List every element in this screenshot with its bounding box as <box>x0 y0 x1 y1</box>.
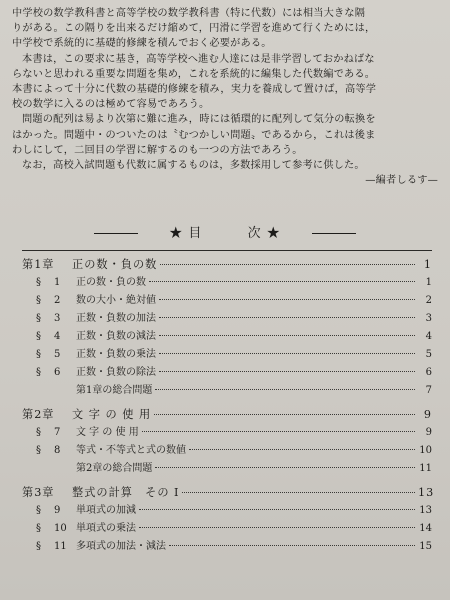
toc-heading <box>0 222 450 241</box>
dot-leader <box>159 335 415 336</box>
chapter-title: 正の数・負の数 <box>72 258 158 271</box>
dot-leader <box>169 545 415 546</box>
section-mark: § <box>36 313 41 324</box>
toc-chapter-row[interactable] <box>22 484 435 502</box>
toc-heading-right: 次 ★ <box>247 226 281 241</box>
toc-divider <box>22 250 432 251</box>
toc-chapter-row[interactable] <box>22 256 432 274</box>
page-number: 7 <box>425 385 432 396</box>
page-number: 6 <box>425 367 432 378</box>
page-number: 5 <box>425 349 432 360</box>
dot-leader <box>159 299 415 300</box>
section-mark: § <box>36 541 41 552</box>
dot-leader <box>139 509 415 510</box>
section-mark: § <box>36 427 41 438</box>
section-number: 6 <box>54 367 61 378</box>
toc-chapter-row[interactable] <box>22 406 432 424</box>
heading-rule-left <box>94 233 138 234</box>
preface-line: 中学校の数学教科書と高等学校の数学教科書（特に代数）には相当大きな隔 <box>12 8 366 19</box>
toc-section-row[interactable] <box>22 274 432 292</box>
section-number: 11 <box>54 541 67 552</box>
page-number: 13 <box>418 486 435 499</box>
preface-line: なお，高校入試問題も代数に属するものは，多数採用して参考に供した。 <box>22 160 365 172</box>
section-mark: § <box>36 523 41 534</box>
page-number: 10 <box>419 445 432 456</box>
section-title: 正数・負数の加法 <box>76 313 156 324</box>
section-number: 9 <box>54 505 61 516</box>
summary-title: 第1章の総合問題 <box>76 385 153 396</box>
section-title: 文 字 の 使 用 <box>76 427 139 438</box>
page-number: 9 <box>425 427 432 438</box>
preface-line: はかった。問題中・のついたのは〝むつかしい問題〟であるから，これは後ま <box>12 129 376 141</box>
dot-leader <box>154 414 415 415</box>
page-number: 4 <box>425 331 432 342</box>
heading-rule-right <box>312 233 356 234</box>
preface-line: 問題の配列は易より次第に難に進み，時には循環的に配列して気分の転換を <box>22 114 376 126</box>
preface <box>12 6 440 188</box>
section-number: 1 <box>54 277 61 288</box>
toc-section-row[interactable] <box>22 424 432 442</box>
section-mark: § <box>36 349 41 360</box>
dot-leader <box>159 353 415 354</box>
dot-leader <box>149 281 415 282</box>
page-number: 13 <box>419 505 432 516</box>
page-number: 1 <box>425 277 432 288</box>
preface-line: りがある。この隔りを出来るだけ縮めて，円滑に学習を進めて行くためには， <box>12 23 376 35</box>
section-number: 10 <box>54 523 67 534</box>
section-number: 5 <box>54 349 61 360</box>
section-number: 3 <box>54 313 61 324</box>
dot-leader <box>160 264 415 265</box>
chapter-number: 第2章 <box>22 408 55 421</box>
page-number: 2 <box>425 295 432 306</box>
section-title: 正数・負数の減法 <box>76 331 156 342</box>
chapter-title: 整式の計算 その I <box>72 486 180 499</box>
dot-leader <box>155 467 415 468</box>
toc-section-row[interactable] <box>22 442 432 460</box>
preface-line: 本書によって十分に代数の基礎的修練を積み，実力を養成して置けば，高等学 <box>12 84 377 96</box>
section-mark: § <box>36 445 41 456</box>
summary-title: 第2章の総合問題 <box>76 463 153 474</box>
dot-leader <box>142 431 415 432</box>
toc-section-row[interactable] <box>22 328 432 346</box>
dot-leader <box>139 527 415 528</box>
section-number: 7 <box>54 427 61 438</box>
section-mark: § <box>36 277 41 288</box>
preface-line: 中学校で系統的に基礎的修練を積んでおく必要がある。 <box>12 38 272 50</box>
dot-leader <box>189 449 415 450</box>
dot-leader <box>159 371 415 372</box>
dot-leader <box>159 317 415 318</box>
section-mark: § <box>36 331 41 342</box>
toc-summary-row[interactable] <box>22 460 432 478</box>
preface-line: わしにして，二回目の学習に解するのも一つの方法であろう。 <box>12 144 303 156</box>
preface-line: 本書は，この要求に基き，高等学校へ進む人達には是非学習しておかねばな <box>22 53 375 65</box>
section-title: 単項式の加減 <box>76 505 136 516</box>
section-title: 正数・負数の除法 <box>76 367 156 378</box>
toc-section-row[interactable] <box>22 502 432 520</box>
toc-summary-row[interactable] <box>22 382 432 400</box>
section-title: 正数・負数の乗法 <box>76 349 156 360</box>
section-mark: § <box>36 505 41 516</box>
section-number: 2 <box>54 295 61 306</box>
toc-section-row[interactable] <box>22 520 432 538</box>
page-number: 11 <box>419 463 432 474</box>
chapter-number: 第3章 <box>22 486 55 499</box>
section-number: 8 <box>54 445 61 456</box>
section-title: 数の大小・絶対値 <box>76 295 156 306</box>
section-mark: § <box>36 367 41 378</box>
page-number: 9 <box>423 408 432 421</box>
page-number: 15 <box>419 541 432 552</box>
section-title: 等式・不等式と式の数値 <box>76 445 186 456</box>
section-number: 4 <box>54 331 61 342</box>
section-title: 多項式の加法・減法 <box>76 541 166 552</box>
dot-leader <box>182 492 415 493</box>
toc-section-row[interactable] <box>22 538 432 556</box>
toc-section-row[interactable] <box>22 310 432 328</box>
preface-line: 校の数学に入るのは極めて容易であろう。 <box>12 99 210 111</box>
toc-heading-left: ★ 目 <box>169 226 203 241</box>
section-title: 正の数・負の数 <box>76 277 146 288</box>
preface-signature: —編者しるす— <box>365 175 438 187</box>
page-number: 1 <box>423 258 432 271</box>
toc-section-row[interactable] <box>22 346 432 364</box>
toc-section-row[interactable] <box>22 292 432 310</box>
chapter-number: 第1章 <box>22 258 55 271</box>
preface-line: らないと思われる重要な問題を集め，これを系統的に編集した代数編である。 <box>12 68 376 80</box>
table-of-contents <box>22 256 435 556</box>
section-title: 単項式の乗法 <box>76 523 136 534</box>
page-number: 3 <box>425 313 432 324</box>
chapter-title: 文 字 の 使 用 <box>72 408 152 421</box>
dot-leader <box>155 389 415 390</box>
toc-section-row[interactable] <box>22 364 432 382</box>
section-mark: § <box>36 295 41 306</box>
page-number: 14 <box>419 523 432 534</box>
